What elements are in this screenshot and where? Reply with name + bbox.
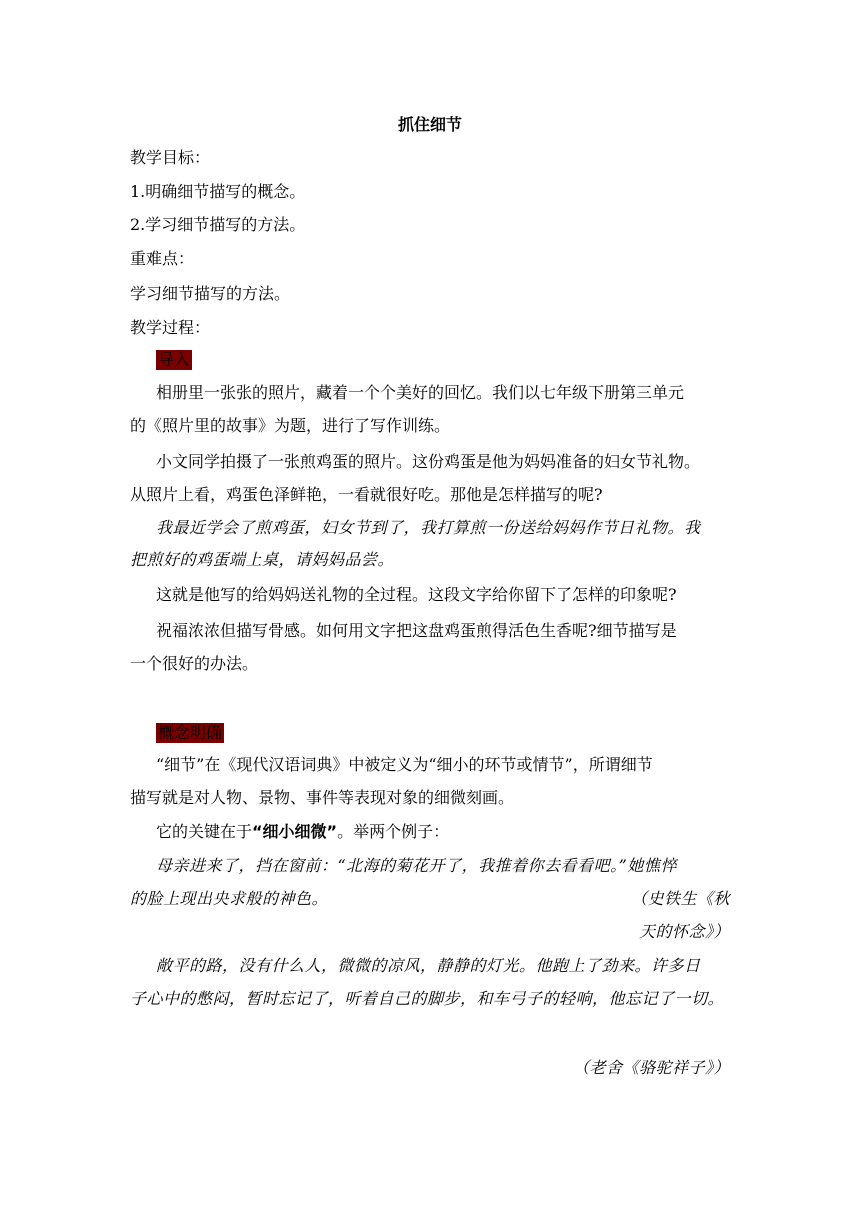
paragraph-7-emphasis: “细小细微” (252, 822, 338, 841)
process-label: 教学过程： (130, 318, 211, 337)
goal-label: 教学目标： (130, 148, 211, 167)
paragraph-7-pre: 它的关键在于 (156, 822, 253, 841)
example-2-source: （老舍《骆驼祥子》） (572, 1058, 730, 1077)
document-title: 抓住细节 (397, 115, 462, 134)
example-1-source-line-1: （史铁生《秋 (630, 889, 730, 908)
goal-item-1: 1.明确细节描写的概念。 (130, 182, 306, 201)
paragraph-2-line-1: 小文同学拍摄了一张煎鸡蛋的照片。这份鸡蛋是他为妈妈准备的妇女节礼物。 (156, 452, 701, 471)
paragraph-7-post: 。举两个例子： (337, 822, 450, 841)
paragraph-2-line-2: 从照片上看，鸡蛋色泽鲜艳，一看就很好吃。那他是怎样描写的呢? (130, 485, 603, 504)
key-text: 学习细节描写的方法。 (130, 284, 291, 303)
section-concept-highlight: 概念明确 (158, 723, 223, 742)
example-2-line-2: 子心中的憋闷，暂时忘记了，听着自己的脚步，和车弓子的轻响，他忘记了一切。 (130, 989, 725, 1008)
goal-item-2: 2.学习细节描写的方法。 (130, 215, 306, 234)
section-intro-highlight: 导入 (158, 350, 191, 369)
paragraph-1-line-2: 的《照片里的故事》为题，进行了写作训练。 (130, 416, 451, 435)
example-1-line-2: 的脸上现出央求般的神色。 (130, 889, 329, 908)
example-1-line-1: 母亲进来了，挡在窗前：“北海的菊花开了，我推着你去看看吧。”她憔悴 (156, 856, 677, 875)
paragraph-1-line-1: 相册里一张张的照片，藏着一个个美好的回忆。我们以七年级下册第三单元 (156, 383, 685, 402)
section-heading-intro (156, 350, 730, 370)
example-2-line-1: 敞平的路，没有什么人，微微的凉风，静静的灯光。他跑上了劲来。许多日 (156, 956, 701, 975)
paragraph-6-line-2: 描写就是对人物、景物、事件等表现对象的细微刻画。 (130, 788, 515, 807)
section-heading-concept (156, 723, 730, 743)
example-1-source-line-2: 天的怀念》） (638, 922, 730, 941)
paragraph-4: 这就是他写的给妈妈送礼物的全过程。这段文字给你留下了怎样的印象呢? (156, 585, 677, 604)
paragraph-6-line-1: “细节”在《现代汉语词典》中被定义为“细小的环节或情节”，所谓细节 (156, 755, 653, 774)
paragraph-5-line-2: 一个很好的办法。 (130, 654, 259, 673)
paragraph-5-line-1: 祝福浓浓但描写骨感。如何用文字把这盘鸡蛋煎得活色生香呢?细节描写是 (156, 621, 677, 640)
sample-text-line-1: 我最近学会了煎鸡蛋，妇女节到了，我打算煎一份送给妈妈作节日礼物。我 (156, 518, 701, 537)
paragraph-7 (156, 822, 730, 842)
key-label: 重难点： (130, 249, 195, 268)
sample-text-line-2: 把煎好的鸡蛋端上桌，请妈妈品尝。 (130, 550, 395, 569)
